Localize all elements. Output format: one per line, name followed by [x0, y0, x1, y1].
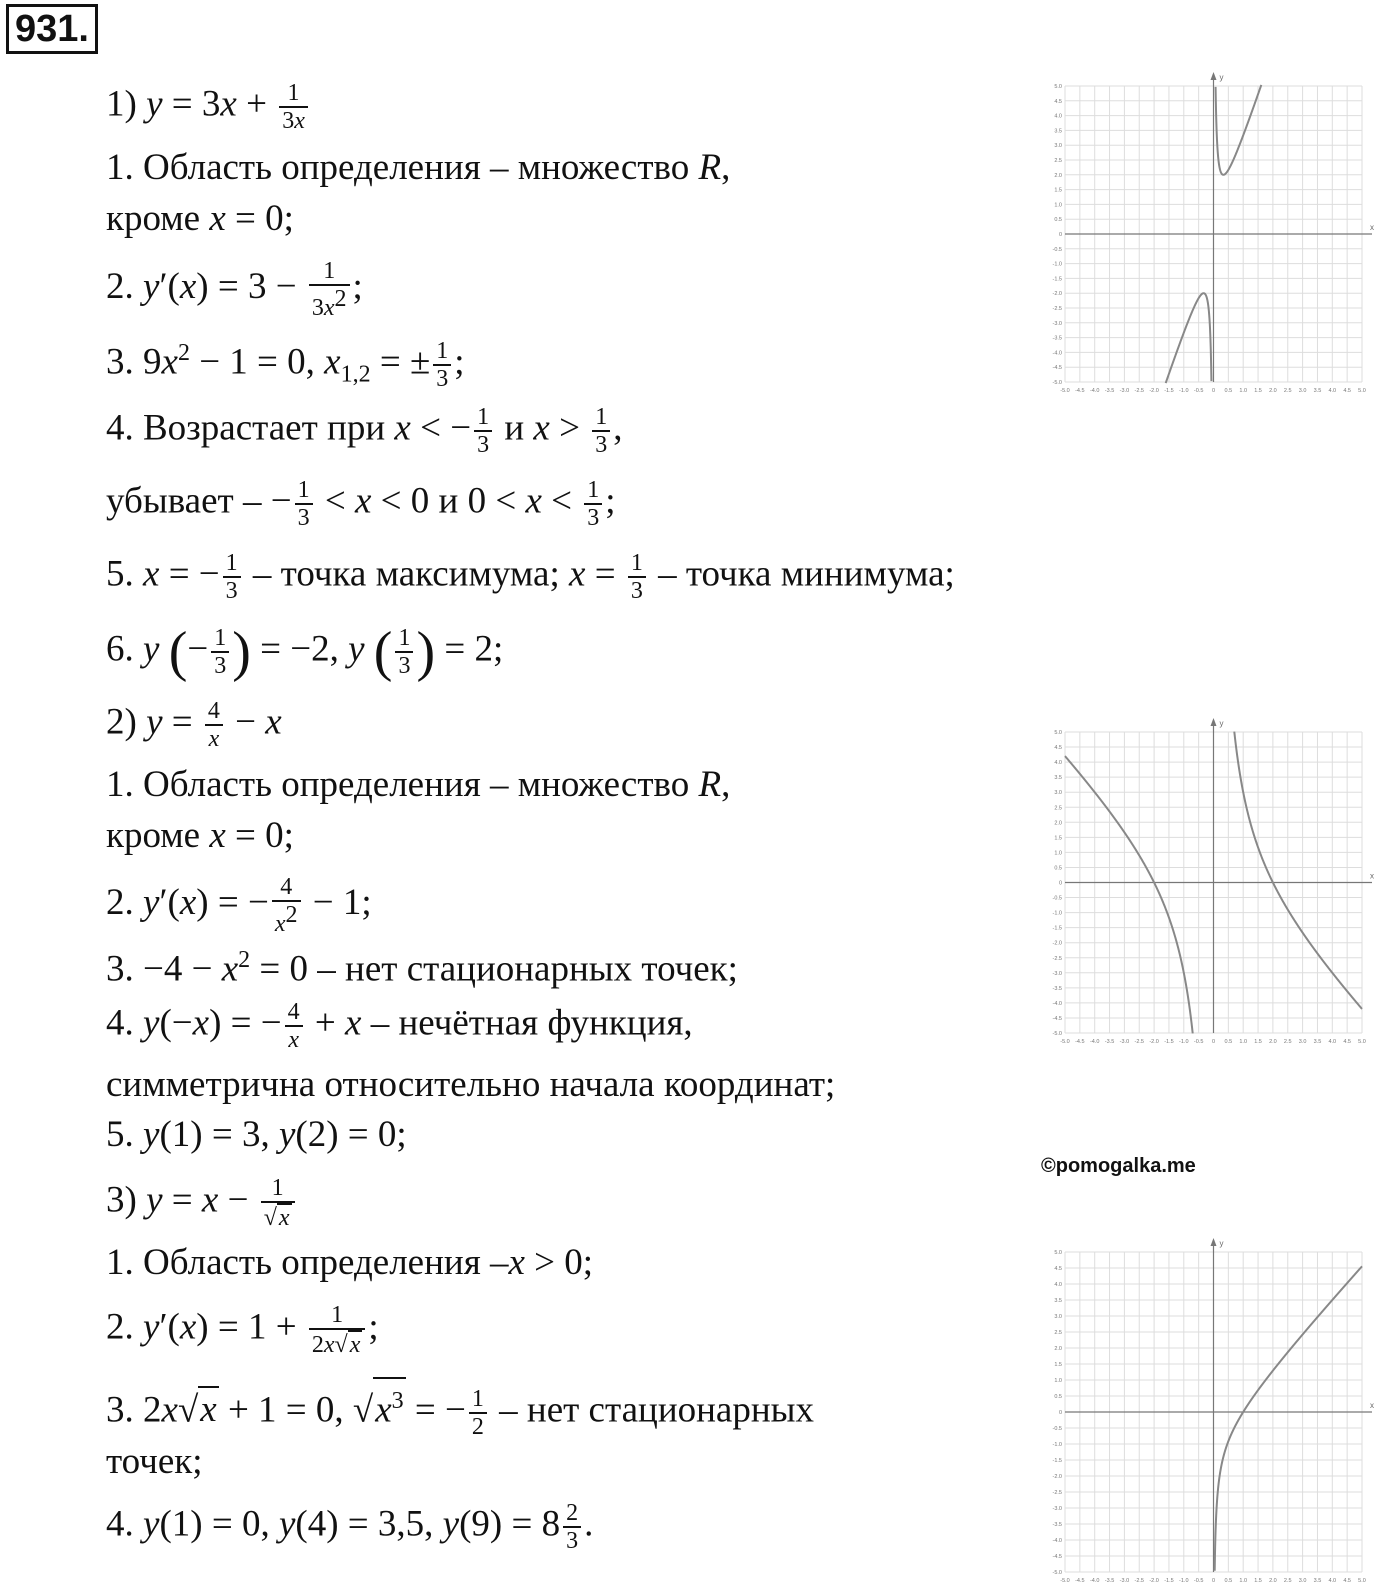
x-tick-label: 5.0 [1358, 1578, 1366, 1584]
p3-domain-line: 1. Область определения –x > 0; [106, 1242, 594, 1283]
y-tick-label: -2.5 [1052, 955, 1062, 962]
y-tick-label: 0.5 [1054, 1394, 1062, 1400]
x-tick-label: 3.0 [1298, 1578, 1307, 1584]
x-tick-label: -4.5 [1075, 1039, 1085, 1045]
y-tick-label: 3.0 [1054, 1314, 1062, 1320]
graph-3 [1045, 1236, 1380, 1590]
y-tick-label: 1.5 [1054, 187, 1062, 194]
y-tick-label: 3.5 [1054, 128, 1062, 135]
y-tick-label: 2.5 [1054, 805, 1062, 812]
x-tick-label: -1.5 [1164, 388, 1174, 394]
x-tick-label: 3.0 [1298, 388, 1307, 394]
x-tick-label: -5.0 [1060, 1039, 1070, 1045]
p1-increase-line: 4. Возрастает при x < − $\frac{1}{3}$ и x > $\frac{1}{3}$ , [106, 404, 623, 458]
x-tick-label: 1.5 [1254, 1578, 1262, 1584]
p3-derivative-line: 2. y′(x) = 1 + $\frac{1}{2x√x}$ ; [106, 1302, 379, 1358]
x-tick-label: -1.5 [1164, 1578, 1174, 1584]
y-tick-label: -3.5 [1052, 335, 1062, 342]
p3-values-line: 4. y(1) = 0, y(4) = 3,5, y(9) = 8 $\frac{2}{3}$ . [106, 1500, 594, 1554]
y-tick-label: -3.5 [1052, 985, 1062, 992]
y-tick-label: 1.0 [1054, 850, 1062, 857]
y-tick-label: 0 [1058, 880, 1062, 887]
function-curve [1215, 1266, 1362, 1570]
x-tick-label: 4.0 [1328, 388, 1337, 394]
y-tick-label: -5.0 [1052, 380, 1062, 386]
x-tick-label: -2.5 [1134, 1578, 1144, 1584]
y-tick-label: -4.0 [1052, 1538, 1062, 1544]
y-tick-label: 4.5 [1054, 98, 1062, 105]
y-tick-label: 2.0 [1054, 172, 1062, 179]
x-tick-label: -4.0 [1089, 1039, 1100, 1045]
p1-values-line: 6. y (− $\frac{1}{3}$ ) = −2, y ( $\frac{1}{3}$ ) = 2; [106, 621, 504, 683]
y-tick-label: -1.5 [1052, 1458, 1062, 1464]
x-tick-label: -3.5 [1104, 1578, 1115, 1584]
y-tick-label: -4.0 [1052, 350, 1062, 357]
y-tick-label: -0.5 [1052, 1426, 1062, 1432]
x-tick-label: 2.5 [1283, 1039, 1292, 1045]
graph-2 [1045, 716, 1380, 1051]
y-tick-label: -5.0 [1052, 1031, 1062, 1037]
y-axis-label: y [1219, 719, 1224, 728]
y-tick-label: -5.0 [1052, 1570, 1062, 1576]
x-tick-label: 4.5 [1343, 388, 1351, 394]
x-tick-label: 4.5 [1343, 1578, 1351, 1584]
y-tick-label: 0.5 [1054, 865, 1062, 872]
y-tick-label: 5.0 [1054, 84, 1062, 90]
y-tick-label: 1.0 [1054, 202, 1062, 209]
x-tick-label: 2.0 [1269, 1578, 1277, 1584]
y-axis-label: y [1219, 73, 1224, 82]
x-tick-label: -1.0 [1179, 388, 1189, 394]
watermark: ©pomogalka.me [1041, 1155, 1196, 1177]
y-tick-label: 0.5 [1054, 217, 1062, 224]
x-tick-label: 0.5 [1224, 1039, 1233, 1045]
graph-1 [1045, 70, 1380, 400]
y-tick-label: 4.0 [1054, 760, 1062, 767]
y-tick-label: 3.0 [1054, 143, 1062, 150]
x-tick-label: -4.5 [1075, 1578, 1085, 1584]
x-tick-label: -4.0 [1089, 1578, 1100, 1584]
y-tick-label: -1.0 [1052, 910, 1062, 917]
x-tick-label: 1.5 [1254, 1039, 1262, 1045]
y-axis-arrow [1211, 718, 1217, 726]
y-tick-label: -2.0 [1052, 1474, 1062, 1480]
y-tick-label: -2.5 [1052, 1490, 1062, 1496]
x-tick-label: 0 [1211, 1578, 1216, 1584]
y-tick-label: 2.0 [1054, 1346, 1062, 1352]
y-tick-label: 4.0 [1054, 1282, 1062, 1288]
x-tick-label: -0.5 [1193, 388, 1204, 394]
p2-stationary-line: 3. $-4 - x^2 = 0$ – нет стационарных точек; [106, 947, 738, 990]
x-tick-label: -2.0 [1149, 1039, 1159, 1045]
p2-domain-line: 1. Область определения – множество R, [106, 764, 731, 805]
problem-number: 931. [6, 4, 98, 54]
x-tick-label: -2.5 [1134, 1039, 1144, 1045]
y-tick-label: 1.5 [1054, 1362, 1062, 1368]
y-tick-label: 2.5 [1054, 158, 1062, 164]
x-tick-label: 0.5 [1224, 1578, 1233, 1584]
x-tick-label: 5.0 [1358, 388, 1366, 394]
x-tick-label: 1.0 [1239, 1039, 1248, 1045]
y-tick-label: 3.0 [1054, 790, 1062, 797]
x-tick-label: 3.5 [1313, 1578, 1322, 1584]
x-tick-label: -0.5 [1193, 1039, 1204, 1045]
y-tick-label: -4.5 [1052, 1554, 1062, 1560]
x-tick-label: -1.5 [1164, 1039, 1174, 1045]
p3-stationary-line: 3. 2x√x + 1 = 0, $√x^3$ = − $\frac{1}{2}$ – нет стационарных [106, 1377, 814, 1440]
p2-derivative-line: 2. y′(x) = − $\frac{4}{x^2}$ − 1; [106, 874, 372, 937]
y-tick-label: -3.5 [1052, 1522, 1062, 1528]
x-tick-label: 3.5 [1313, 388, 1322, 394]
x-tick-label: -4.0 [1089, 388, 1100, 394]
y-tick-label: -1.5 [1052, 925, 1062, 932]
x-tick-label: 1.5 [1254, 388, 1262, 394]
y-tick-label: -3.0 [1052, 970, 1062, 977]
x-tick-label: -3.0 [1119, 388, 1130, 394]
y-tick-label: 4.0 [1054, 113, 1062, 120]
y-tick-label: 1.0 [1054, 1378, 1062, 1384]
x-tick-label: 5.0 [1358, 1039, 1366, 1045]
x-tick-label: -2.0 [1149, 388, 1159, 394]
x-tick-label: 0 [1211, 388, 1216, 394]
x-tick-label: -2.0 [1149, 1578, 1159, 1584]
p3-stationary-cont-line: точек; [106, 1441, 203, 1482]
x-axis-label: x [1370, 871, 1374, 881]
x-tick-label: 3.0 [1298, 1039, 1307, 1045]
y-tick-label: -0.5 [1052, 895, 1062, 902]
y-axis-arrow [1211, 1238, 1217, 1246]
y-tick-label: -3.0 [1052, 1506, 1062, 1512]
p2-values-line: 5. y(1) = 3, y(2) = 0; [106, 1114, 407, 1155]
y-tick-label: 4.5 [1054, 1266, 1062, 1272]
x-tick-label: 4.5 [1343, 1039, 1351, 1045]
y-tick-label: -4.0 [1052, 1000, 1062, 1007]
y-tick-label: -2.5 [1052, 306, 1062, 312]
x-tick-label: 1.0 [1239, 388, 1248, 394]
p1-stationary-line: 3. $9x^2 - 1 = 0$, $x_{1,2}$ = ± $\frac{1}{3}$ ; [106, 337, 465, 392]
y-tick-label: -1.0 [1052, 261, 1062, 268]
y-axis-label: y [1219, 1239, 1224, 1248]
x-tick-label: 1.0 [1239, 1578, 1248, 1584]
p2-parity-line: 4. y(−x) = − $\frac{4}{x}$ + x – нечётная функция, [106, 999, 693, 1053]
y-tick-label: 4.5 [1054, 745, 1062, 752]
y-tick-label: 0 [1058, 232, 1062, 238]
x-tick-label: -3.0 [1119, 1039, 1130, 1045]
p1-decrease-line: убывает – − $\frac{1}{3}$ < x < 0 и 0 < x < $\frac{1}{3}$ ; [106, 477, 616, 531]
p2-symmetry-line: симметрична относительно начала координат; [106, 1064, 836, 1105]
x-tick-label: -3.5 [1104, 388, 1115, 394]
x-axis-label: x [1370, 1401, 1374, 1410]
y-tick-label: -2.0 [1052, 291, 1062, 298]
y-tick-label: 0 [1058, 1410, 1062, 1416]
x-tick-label: 0.5 [1224, 388, 1233, 394]
p3-function-line: 3) y = x − $\frac{1}{√x}$ [106, 1175, 298, 1231]
y-tick-label: 3.5 [1054, 775, 1062, 782]
y-tick-label: 5.0 [1054, 730, 1062, 736]
y-tick-label: -3.0 [1052, 320, 1062, 327]
x-tick-label: -2.5 [1134, 388, 1144, 394]
y-tick-label: -4.5 [1052, 1015, 1062, 1022]
y-tick-label: 2.5 [1054, 1330, 1062, 1336]
x-tick-label: -5.0 [1060, 388, 1070, 394]
p1-function-line: 1) y = 3x + $\frac{1}{3x}$ [106, 80, 311, 134]
y-tick-label: -2.0 [1052, 940, 1062, 947]
y-tick-label: -0.5 [1052, 246, 1062, 253]
y-tick-label: -1.0 [1052, 1442, 1062, 1448]
x-tick-label: -1.0 [1179, 1578, 1189, 1584]
y-tick-label: 3.5 [1054, 1298, 1062, 1304]
y-tick-label: 2.0 [1054, 820, 1062, 827]
x-tick-label: 4.0 [1328, 1039, 1337, 1045]
y-tick-label: 5.0 [1054, 1250, 1062, 1256]
x-tick-label: 4.0 [1328, 1578, 1337, 1584]
p1-extrema-line: 5. x = − $\frac{1}{3}$ – точка максимума; x = $\frac{1}{3}$ – точка минимума; [106, 550, 955, 604]
x-tick-label: -1.0 [1179, 1039, 1189, 1045]
x-tick-label: 2.5 [1283, 388, 1292, 394]
x-tick-label: 2.0 [1269, 1039, 1277, 1045]
y-tick-label: 1.5 [1054, 835, 1062, 842]
x-tick-label: 0 [1211, 1039, 1216, 1045]
x-tick-label: -3.5 [1104, 1039, 1115, 1045]
x-tick-label: 2.5 [1283, 1578, 1292, 1584]
p1-domain-line: 1. Область определения – множество R, [106, 147, 731, 188]
p2-function-line: 2) y = $\frac{4}{x}$ − x [106, 698, 282, 752]
p2-except-line: кроме x = 0; [106, 815, 294, 856]
x-axis-label: x [1370, 223, 1374, 232]
p1-except-line: кроме x = 0; [106, 198, 294, 239]
x-tick-label: -3.0 [1119, 1578, 1130, 1584]
x-tick-label: -4.5 [1075, 388, 1085, 394]
y-axis-arrow [1211, 72, 1217, 80]
y-tick-label: -1.5 [1052, 276, 1062, 283]
p1-derivative-line: 2. y′(x) = 3 − $\frac{1}{3x^2}$ ; [106, 258, 363, 321]
x-tick-label: 2.0 [1269, 388, 1277, 394]
x-tick-label: 3.5 [1313, 1039, 1322, 1045]
y-tick-label: -4.5 [1052, 365, 1062, 372]
x-tick-label: -5.0 [1060, 1578, 1070, 1584]
x-tick-label: -0.5 [1193, 1578, 1204, 1584]
